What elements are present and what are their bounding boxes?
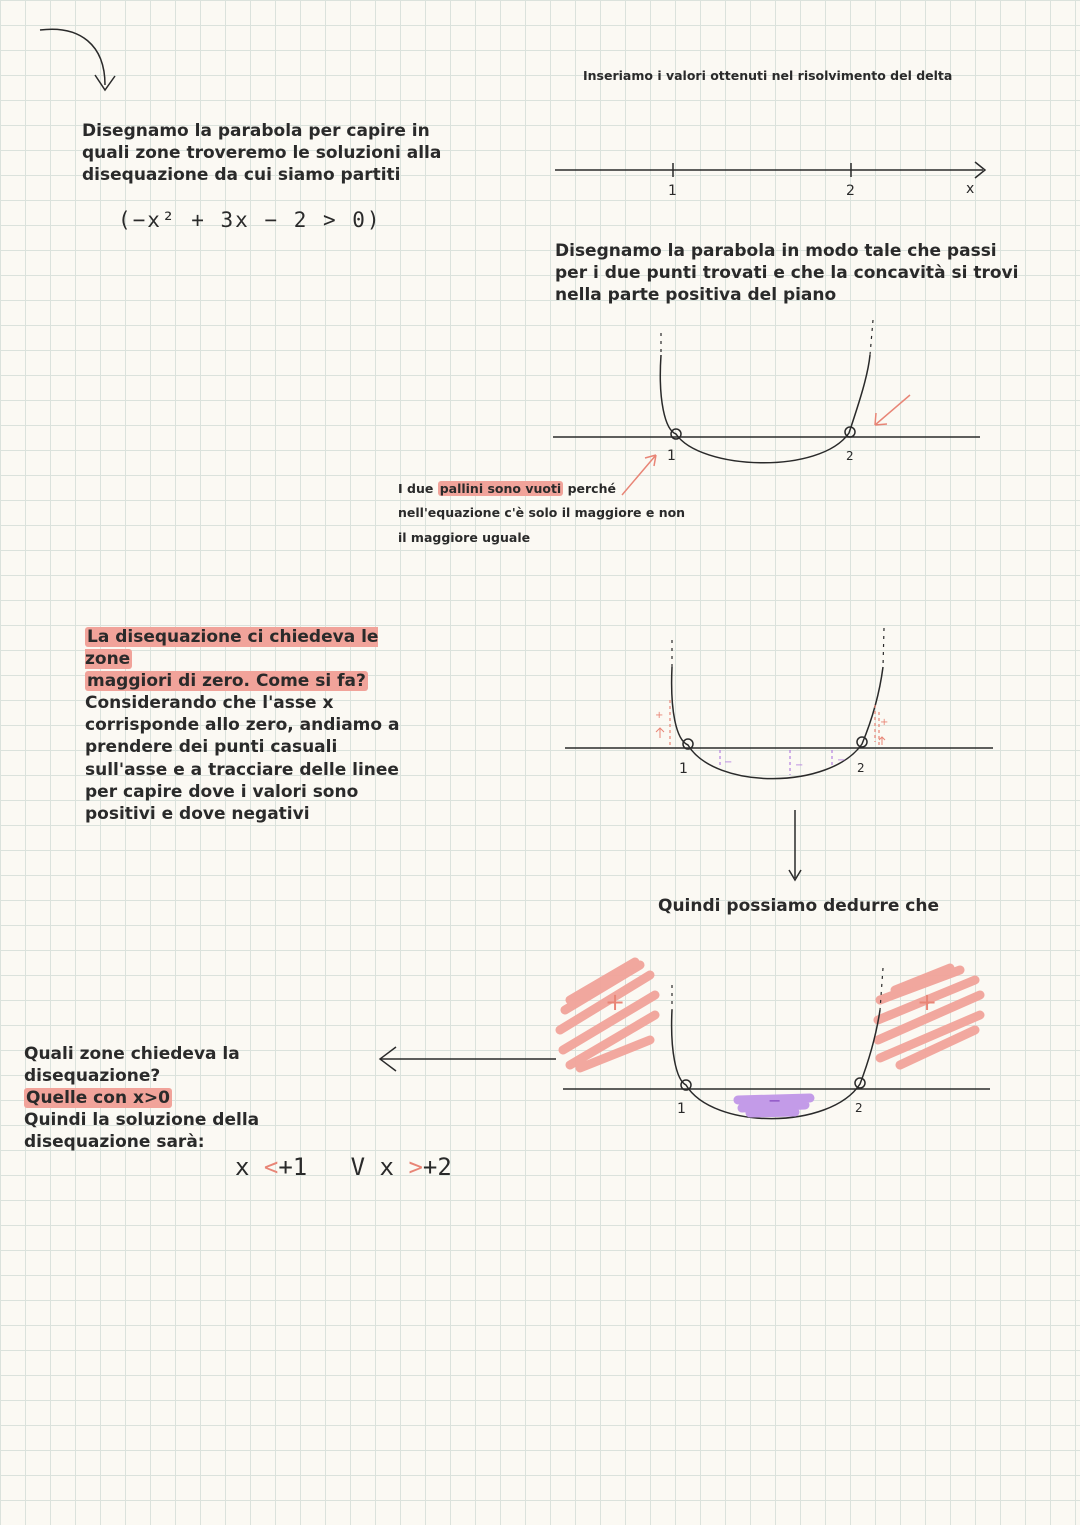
solution-op2: > (408, 1153, 423, 1181)
minus-mark-2: − (795, 760, 804, 771)
solution-v2: +2 (422, 1153, 452, 1181)
minus-sign: − (768, 1091, 782, 1110)
intro-text: Disegnamo la parabola per capire in quali zone troveremo le soluzioni alla disequazione da cui siamo partiti (82, 121, 442, 186)
plus-mark-1: + (655, 710, 664, 721)
solution-op1: < (263, 1153, 279, 1181)
graph2-label-1: 1 (679, 761, 688, 777)
graph2-label-2: 2 (857, 761, 865, 775)
minus-mark-1: − (724, 757, 733, 768)
draw-parabola-text: Disegnamo la parabola in modo tale che passi per i due punti trovati e che la concavità si trovi nella parte positiva del piano (555, 241, 1019, 306)
plus-sign-left: + (605, 988, 626, 1016)
solution-v1: +1 (278, 1153, 308, 1181)
question-rest: Considerando che l'asse x corrisponde allo zero, andiamo a prendere dei punti casuali sull'asse e a tracciare delle linee per capire dove i valori sono positivi e dove negativi (85, 693, 400, 824)
solution-x1: x (235, 1153, 250, 1181)
plus-sign-right: + (917, 988, 938, 1016)
solution-intro: Quindi la soluzione della disequazione sarà: (24, 1110, 260, 1153)
graph3-label-2: 2 (855, 1101, 863, 1115)
minus-mark-3: − (837, 755, 846, 766)
graph3-label-1: 1 (677, 1101, 686, 1117)
inequality: (−x² + 3x − 2 > 0) (118, 208, 382, 232)
question-highlight-2: maggiori di zero. Come si fa? (87, 671, 366, 692)
numberline-label-x: x (966, 181, 975, 197)
numberline-label-1: 1 (668, 183, 677, 199)
empty-dots-before: I due (398, 481, 434, 496)
empty-dots-after: perché nell'equazione c'è solo il maggiore e non il maggiore uguale (398, 481, 686, 545)
question-highlight-1: La disequazione ci chiedeva le zone (85, 627, 379, 670)
numberline-label-2: 2 (846, 183, 855, 199)
solution-or: V (350, 1153, 366, 1181)
deduce-text: Quindi possiamo dedurre che (658, 896, 939, 916)
solution-x2: x (379, 1153, 394, 1181)
graph1-label-2: 2 (846, 449, 854, 463)
zones-question: Quali zone chiedeva la disequazione? (24, 1044, 240, 1087)
graph1-label-1: 1 (667, 448, 676, 464)
zones-answer: Quelle con x>0 (26, 1088, 171, 1109)
insert-values-text: Inseriamo i valori ottenuti nel risolvimento del delta (583, 68, 953, 83)
empty-dots-highlight: pallini sono vuoti (439, 481, 562, 496)
plus-mark-2: + (880, 717, 889, 728)
